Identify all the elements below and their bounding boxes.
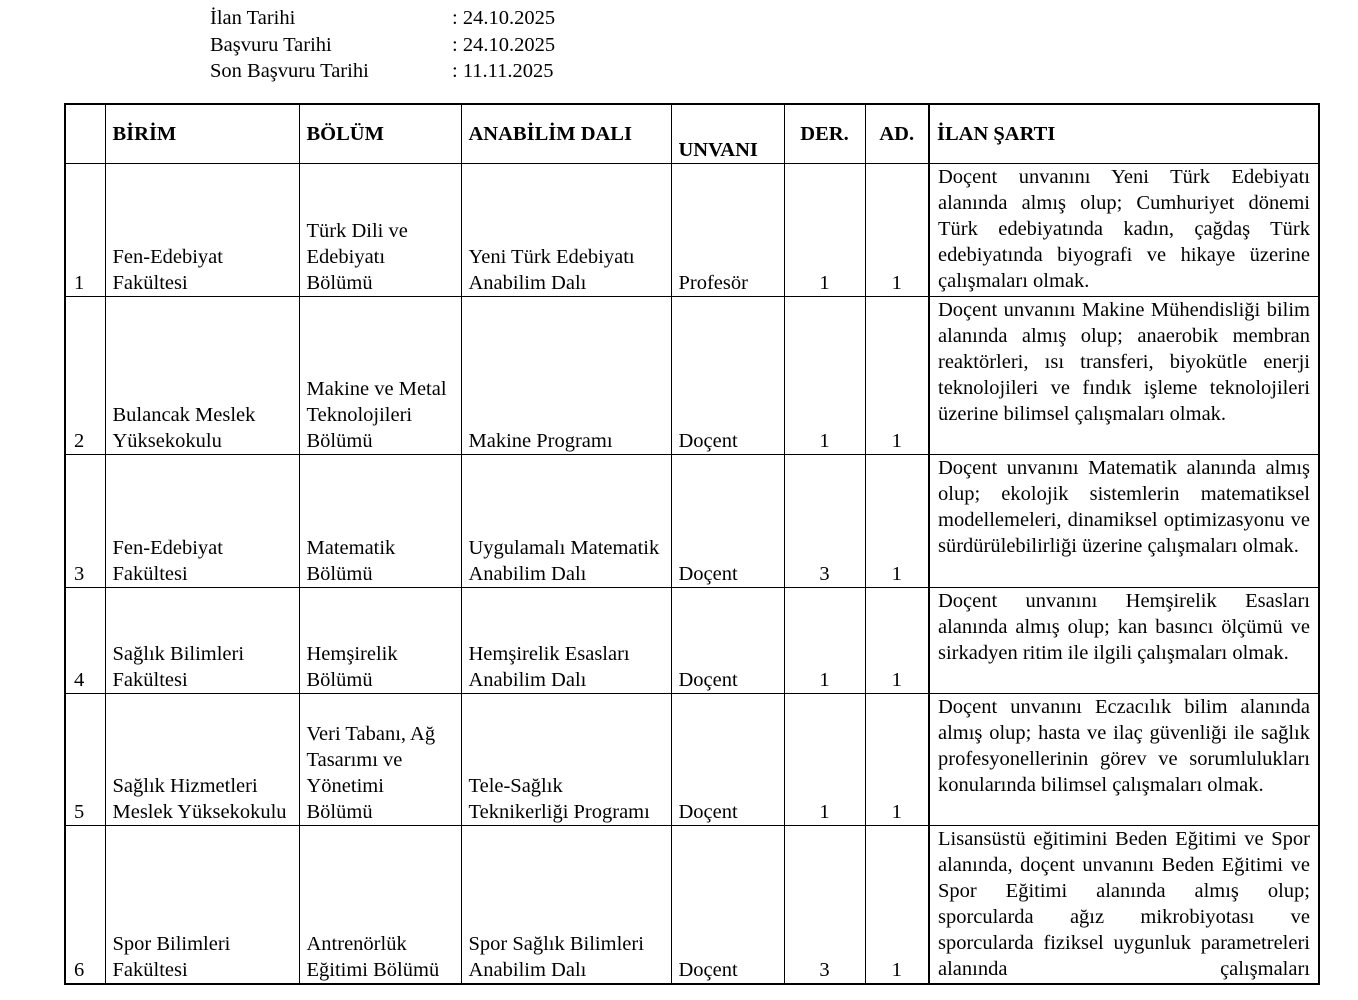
cell-birim: Fen-Edebiyat Fakültesi bbox=[105, 164, 299, 297]
meta-value: : 24.10.2025 bbox=[452, 33, 556, 56]
cell-unvan: Doçent bbox=[671, 826, 784, 984]
meta-value: : 11.11.2025 bbox=[452, 60, 554, 82]
header-bolum: BÖLÜM bbox=[299, 104, 461, 164]
table-row bbox=[65, 164, 1319, 297]
cell-sart: Doçent unvanını Yeni Türk Edebiyatı alanında almış olup; Cumhuriyet dönemi Türk edebiyatında kadın, çağdaş Türk edebiyatında biyografi ve hikaye üzerine çalışmaları olmak. bbox=[929, 164, 1319, 297]
cell-anabilim: Uygulamalı Matematik Anabilim Dalı bbox=[461, 455, 671, 588]
cell-anabilim: Makine Programı bbox=[461, 297, 671, 455]
meta-label: Başvuru Tarihi bbox=[210, 33, 332, 56]
table-row bbox=[65, 588, 1319, 694]
cell-birim: Sağlık Hizmetleri Meslek Yüksekokulu bbox=[105, 694, 299, 826]
cell-sart: Doçent unvanını Makine Mühendisliği bilim alanında almış olup; anaerobik membran reaktörleri, ısı transferi, biyokütle enerji teknolojileri ve fındık işleme teknolojileri üzerine bilimsel çalışmaları olmak. bbox=[929, 297, 1319, 455]
meta-row bbox=[210, 58, 555, 85]
cell-sart: Doçent unvanını Eczacılık bilim alanında almış olup; hasta ve ilaç güvenliği ile sağlık profesyonellerinin görev ve sorumlulukları konularında bilimsel çalışmaları olmak. bbox=[929, 694, 1319, 826]
cell-no: 2 bbox=[65, 297, 105, 455]
header-ilan-sarti: İLAN ŞARTI bbox=[929, 104, 1319, 164]
meta-value: : 24.10.2025 bbox=[452, 7, 556, 29]
cell-der: 3 bbox=[784, 826, 865, 984]
meta-label: Son Başvuru Tarihi bbox=[210, 60, 369, 82]
cell-unvan: Doçent bbox=[671, 455, 784, 588]
header-unvani: UNVANI bbox=[671, 104, 784, 164]
cell-der: 1 bbox=[784, 164, 865, 297]
cell-der: 1 bbox=[784, 588, 865, 694]
cell-unvan: Profesör bbox=[671, 164, 784, 297]
cell-bolum: Matematik Bölümü bbox=[299, 455, 461, 588]
cell-unvan: Doçent bbox=[671, 694, 784, 826]
cell-der: 1 bbox=[784, 297, 865, 455]
table-header-row bbox=[65, 104, 1319, 164]
header-no bbox=[65, 104, 105, 164]
table-row bbox=[65, 826, 1319, 984]
cell-ad: 1 bbox=[865, 826, 929, 984]
cell-bolum: Veri Tabanı, Ağ Tasarımı ve Yönetimi Bölümü bbox=[299, 694, 461, 826]
header-ad: AD. bbox=[865, 104, 929, 164]
cell-no: 5 bbox=[65, 694, 105, 826]
cell-anabilim: Spor Sağlık Bilimleri Anabilim Dalı bbox=[461, 826, 671, 984]
meta-row bbox=[210, 32, 555, 59]
cell-ad: 1 bbox=[865, 455, 929, 588]
cell-anabilim: Tele-Sağlık Teknikerliği Programı bbox=[461, 694, 671, 826]
announcement-dates bbox=[210, 5, 555, 85]
cell-bolum: Türk Dili ve Edebiyatı Bölümü bbox=[299, 164, 461, 297]
cell-ad: 1 bbox=[865, 588, 929, 694]
header-birim: BİRİM bbox=[105, 104, 299, 164]
header-anabilim: ANABİLİM DALI bbox=[461, 104, 671, 164]
cell-sart: Doçent unvanını Matematik alanında almış olup; ekolojik sistemlerin matematiksel modellemeleri, dinamiksel optimizasyonu ve sürdürülebilirliği üzerine çalışmaları olmak. bbox=[929, 455, 1319, 588]
cell-sart: Doçent unvanını Hemşirelik Esasları alanında almış olup; kan basıncı ölçümü ve sirkadyen ritim ile ilgili çalışmaları olmak. bbox=[929, 588, 1319, 694]
cell-birim: Bulancak Meslek Yüksekokulu bbox=[105, 297, 299, 455]
cell-ad: 1 bbox=[865, 164, 929, 297]
cell-unvan: Doçent bbox=[671, 588, 784, 694]
cell-birim: Fen-Edebiyat Fakültesi bbox=[105, 455, 299, 588]
cell-unvan: Doçent bbox=[671, 297, 784, 455]
meta-label: İlan Tarihi bbox=[210, 7, 296, 29]
cell-anabilim: Hemşirelik Esasları Anabilim Dalı bbox=[461, 588, 671, 694]
cell-bolum: Hemşirelik Bölümü bbox=[299, 588, 461, 694]
cell-bolum: Makine ve Metal Teknolojileri Bölümü bbox=[299, 297, 461, 455]
meta-row bbox=[210, 5, 555, 32]
cell-birim: Spor Bilimleri Fakültesi bbox=[105, 826, 299, 984]
cell-no: 1 bbox=[65, 164, 105, 297]
cell-no: 4 bbox=[65, 588, 105, 694]
positions-table bbox=[64, 103, 1320, 985]
cell-der: 3 bbox=[784, 455, 865, 588]
table-row bbox=[65, 694, 1319, 826]
cell-no: 3 bbox=[65, 455, 105, 588]
cell-anabilim: Yeni Türk Edebiyatı Anabilim Dalı bbox=[461, 164, 671, 297]
cell-ad: 1 bbox=[865, 297, 929, 455]
cell-bolum: Antrenörlük Eğitimi Bölümü bbox=[299, 826, 461, 984]
cell-ad: 1 bbox=[865, 694, 929, 826]
header-der: DER. bbox=[784, 104, 865, 164]
table-row bbox=[65, 455, 1319, 588]
cell-der: 1 bbox=[784, 694, 865, 826]
cell-sart: Lisansüstü eğitimini Beden Eğitimi ve Spor alanında, doçent unvanını Beden Eğitimi ve Spor Eğitimi alanında almış olup; sporcularda ağız mikrobiyotası ve sporcularda fiziksel uygunluk parametreleri alanında çalışmaları bbox=[929, 826, 1319, 984]
cell-no: 6 bbox=[65, 826, 105, 984]
table-row bbox=[65, 297, 1319, 455]
cell-birim: Sağlık Bilimleri Fakültesi bbox=[105, 588, 299, 694]
